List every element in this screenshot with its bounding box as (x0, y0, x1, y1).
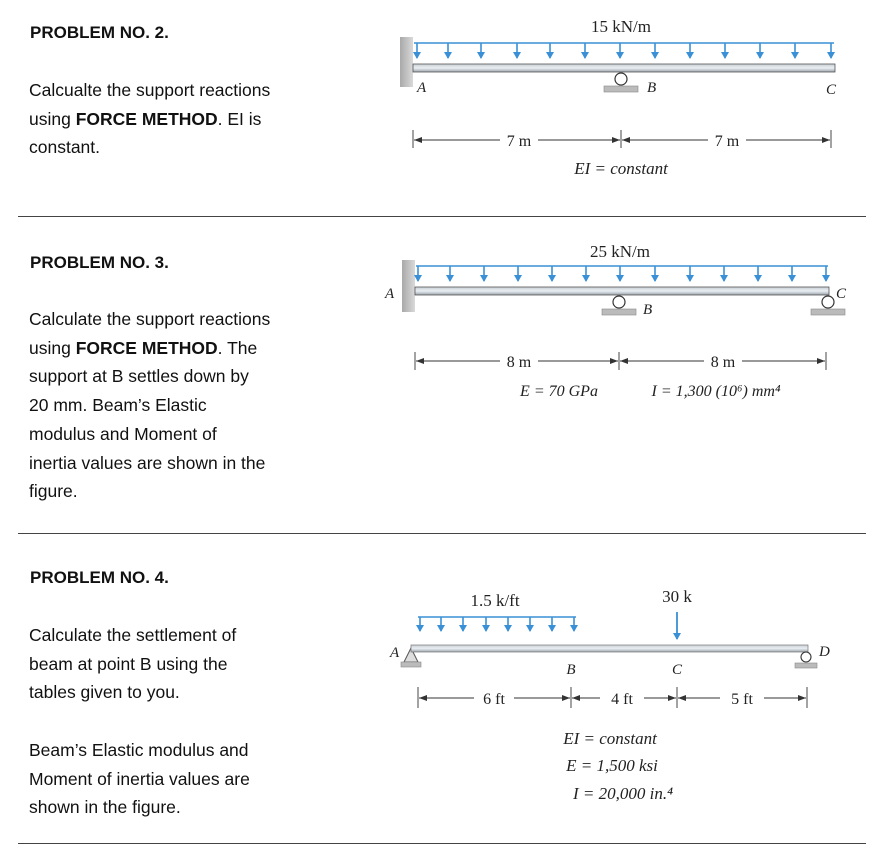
load-label: 25 kN/m (590, 242, 650, 261)
span-2-label: 8 m (710, 354, 736, 371)
label-a: A (417, 80, 427, 96)
label-b: B (566, 662, 576, 678)
modulus-label: E = 70 GPa (520, 383, 598, 400)
problem-3-line: inertia values are shown in the (29, 452, 266, 473)
distributed-load-label: 1.5 k/ft (470, 591, 520, 610)
label-a: A (385, 286, 395, 302)
problem-3-line: 20 mm. Beam’s Elastic (29, 395, 207, 416)
inertia-label: I = 1,300 (10⁶) mm⁴ (651, 383, 781, 400)
problem-3-line: using FORCE METHOD. The (29, 337, 258, 358)
method-emphasis: FORCE METHOD (75, 337, 218, 358)
span-2-label: 4 ft (611, 691, 633, 708)
problem-2-line: Calcualte the support reactions (29, 80, 271, 100)
beam (411, 645, 808, 652)
problem-2-title: PROBLEM NO. 2. (30, 23, 169, 42)
fixed-wall (400, 37, 413, 87)
distributed-load-arrows (416, 266, 828, 281)
label-d: D (819, 644, 830, 660)
problem-4-line: Moment of inertia values are (29, 768, 250, 789)
label-b: B (647, 80, 657, 96)
load-label: 15 kN/m (591, 17, 651, 36)
span-3-label: 5 ft (731, 691, 753, 708)
problem-2-line: constant. (29, 137, 101, 158)
problem-2-line: using FORCE METHOD. EI is (29, 108, 262, 129)
label-c: C (836, 286, 847, 302)
problem-3-line: modulus and Moment of (29, 423, 217, 444)
roller-support-b (602, 296, 636, 315)
distributed-load-arrows (414, 43, 834, 58)
span-1-label: 8 m (506, 354, 532, 371)
roller-support-d (795, 652, 817, 668)
problem-3-line: Calculate the support reactions (29, 309, 271, 329)
problem-3-figure (384, 242, 847, 400)
property-ei-label: EI = constant (563, 729, 657, 748)
label-b: B (643, 302, 653, 318)
dimension-lines (413, 130, 831, 148)
point-load-label: 30 k (662, 587, 692, 606)
roller-support-b (604, 73, 638, 92)
problem-4-line: Beam’s Elastic modulus and (29, 740, 249, 760)
property-e-label: E = 1,500 ksi (566, 756, 658, 775)
beam (413, 64, 835, 72)
problem-4-line: beam at point B using the (29, 653, 228, 674)
problem-2-figure (400, 17, 837, 178)
problem-4-title: PROBLEM NO. 4. (30, 568, 169, 587)
property-label: EI = constant (574, 159, 668, 178)
problem-4-line: shown in the figure. (29, 797, 181, 818)
distributed-load-arrows (418, 617, 576, 631)
span-1-label: 6 ft (483, 691, 505, 708)
property-i-label: I = 20,000 in.⁴ (572, 784, 674, 803)
problem-3-line: figure. (29, 481, 78, 502)
span-1-label: 7 m (506, 133, 532, 150)
problem-3-line: support at B settles down by (29, 366, 249, 387)
problem-4-line: Calculate the settlement of (29, 625, 237, 645)
problem-3-title: PROBLEM NO. 3. (30, 253, 169, 272)
fixed-wall (402, 260, 415, 312)
problem-4-line: tables given to you. (29, 682, 180, 703)
label-c: C (671, 662, 683, 678)
span-2-label: 7 m (714, 133, 740, 150)
label-a: A (390, 645, 400, 661)
beam (415, 287, 829, 295)
dimension-lines (415, 352, 826, 370)
method-emphasis: FORCE METHOD (75, 108, 218, 129)
problem-4-figure (389, 587, 830, 803)
label-c: C (826, 82, 837, 98)
